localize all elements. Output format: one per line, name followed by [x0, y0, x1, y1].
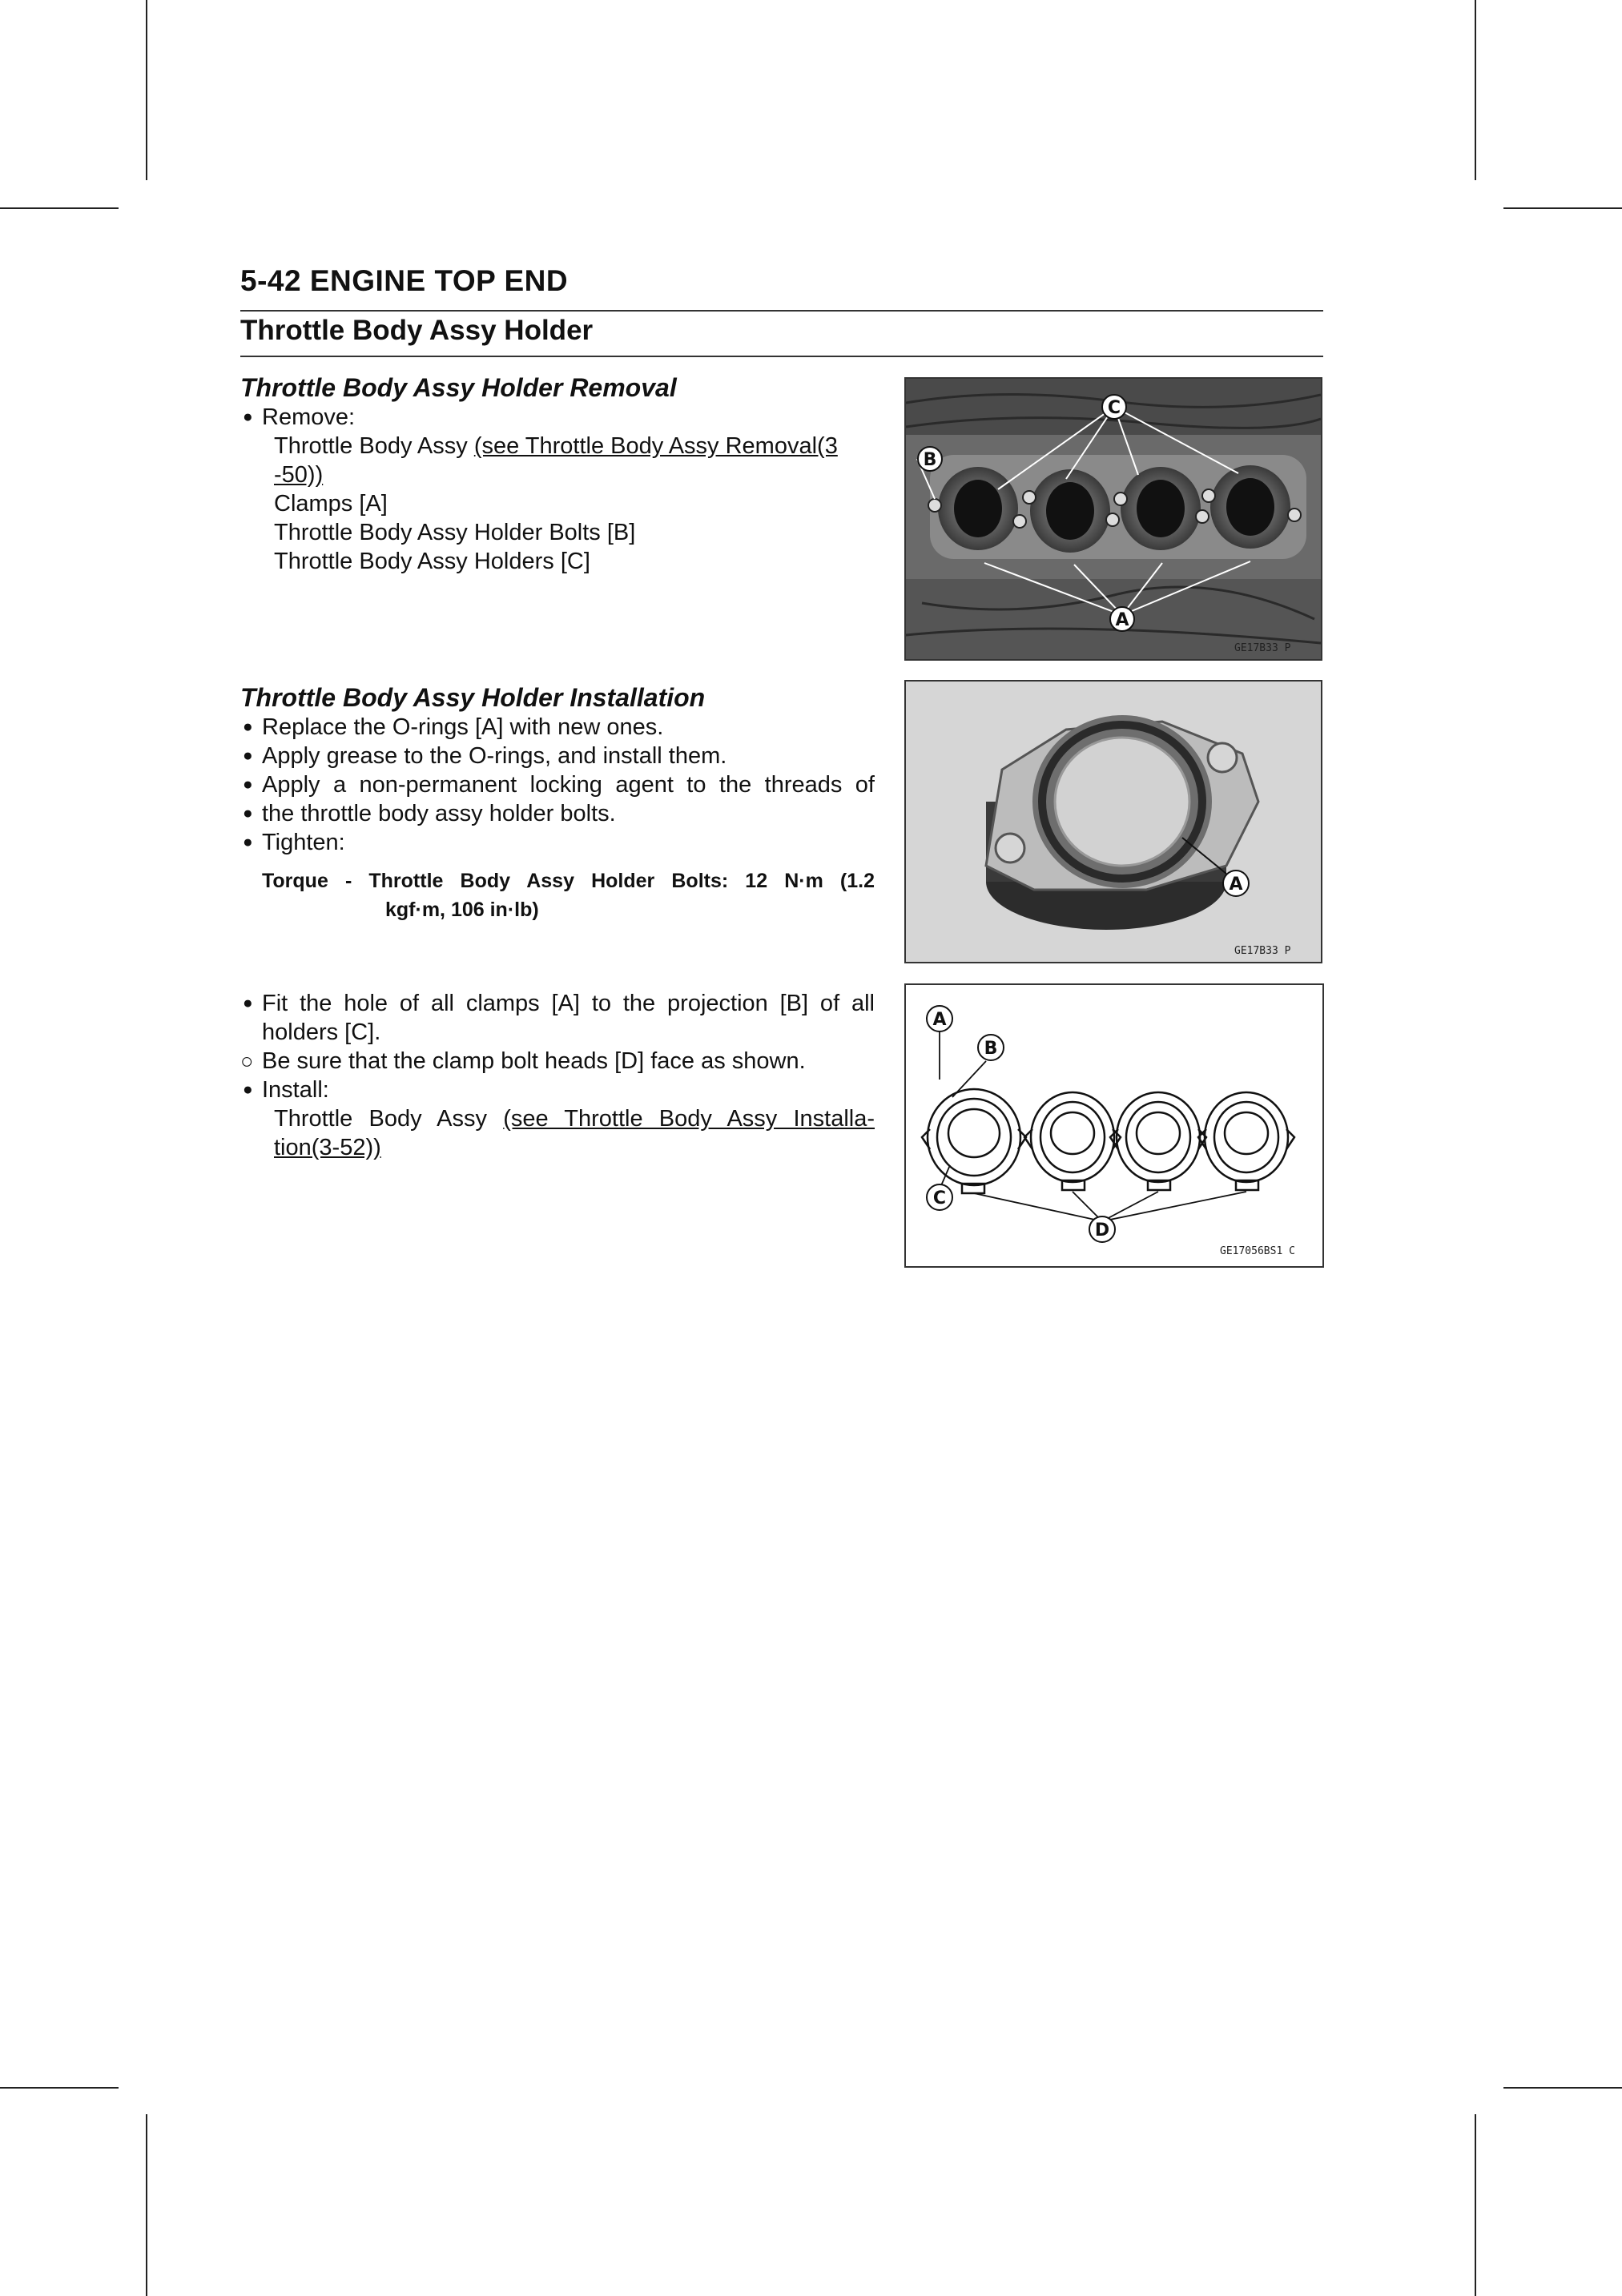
- torque-line: Torque - Throttle Body Assy Holder Bolts: 12 N·m (1.2: [262, 870, 875, 892]
- step-text: Remove:: [262, 404, 356, 430]
- page-title: 5-42 ENGINE TOP END: [240, 264, 569, 297]
- list-item: Clamps [A]: [274, 491, 388, 517]
- step-text: Throttle Body Assy: [274, 433, 474, 459]
- list-item: ● the throttle body assy holder bolts.: [240, 799, 875, 828]
- header-rule: [240, 310, 1323, 312]
- list-item: ● Fit the hole of all clamps [A] to the projection [B] of all: [240, 989, 875, 1018]
- list-item: holders [C].: [262, 1019, 381, 1045]
- callout-c: C: [932, 1188, 947, 1208]
- figure-code: GE17056BS1 C: [1220, 1245, 1295, 1257]
- crop-mark: [1475, 2114, 1476, 2296]
- list-item: ● Tighten:: [240, 828, 875, 857]
- step-text: Throttle Body Assy: [274, 1106, 504, 1132]
- list-item: [240, 1133, 875, 1162]
- callout-a: A: [1229, 875, 1243, 895]
- list-item: [240, 432, 875, 460]
- crop-mark: [146, 0, 147, 180]
- cross-reference-link[interactable]: -50)): [274, 462, 324, 488]
- figure-clamp-orientation-diagram: [904, 983, 1324, 1268]
- crop-mark: [0, 2087, 119, 2089]
- crop-mark: [0, 207, 119, 209]
- callout-a: A: [1115, 610, 1129, 630]
- torque-spec: [262, 867, 875, 924]
- section-rule: [240, 356, 1323, 357]
- list-item: [240, 403, 875, 432]
- callout-d: D: [1094, 1220, 1110, 1240]
- callout-a: A: [932, 1010, 947, 1030]
- cross-reference-link[interactable]: tion(3-52)): [274, 1135, 381, 1160]
- list-item: ● Replace the O-rings [A] with new ones.: [240, 713, 875, 742]
- list-item: ● Apply grease to the O-rings, and install them.: [240, 742, 875, 770]
- installation-heading: Throttle Body Assy Holder Installation: [240, 683, 706, 712]
- figure-code: GE17B33 P: [1234, 945, 1291, 957]
- removal-heading: Throttle Body Assy Holder Removal: [240, 373, 677, 402]
- crop-mark: [1503, 2087, 1622, 2089]
- removal-steps: [240, 403, 875, 576]
- list-item: [240, 460, 875, 489]
- section-title: Throttle Body Assy Holder: [240, 315, 594, 346]
- page-header: [240, 264, 1323, 298]
- torque-line: kgf·m, 106 in·lb): [385, 899, 539, 921]
- figure-oring-photo: [904, 680, 1322, 963]
- figure-holder-removal-photo: [904, 377, 1322, 661]
- note-item: ○ Be sure that the clamp bolt heads [D] face as shown.: [240, 1047, 875, 1076]
- cross-reference-link[interactable]: (see Throttle Body Assy Removal(3: [473, 433, 838, 459]
- callout-b: B: [923, 450, 937, 470]
- figure-code: GE17B33 P: [1234, 642, 1291, 654]
- list-item: ● Apply a non-permanent locking agent to the threads of: [240, 770, 875, 799]
- list-item: ● Install:: [240, 1076, 875, 1104]
- crop-mark: [1475, 0, 1476, 180]
- fitting-steps: [240, 989, 875, 1162]
- crop-mark: [1503, 207, 1622, 209]
- crop-mark: [146, 2114, 147, 2296]
- installation-steps: [240, 713, 875, 857]
- list-item: Throttle Body Assy Holders [C]: [274, 549, 590, 574]
- cross-reference-link[interactable]: (see Throttle Body Assy Installa-: [503, 1106, 875, 1132]
- callout-c: C: [1107, 398, 1121, 418]
- line-drawing: [906, 985, 1322, 1266]
- list-item: [240, 1104, 875, 1133]
- photo-illustration: [906, 682, 1321, 962]
- photo-illustration: [906, 379, 1321, 659]
- list-item: Throttle Body Assy Holder Bolts [B]: [274, 520, 636, 545]
- callout-b: B: [984, 1039, 998, 1059]
